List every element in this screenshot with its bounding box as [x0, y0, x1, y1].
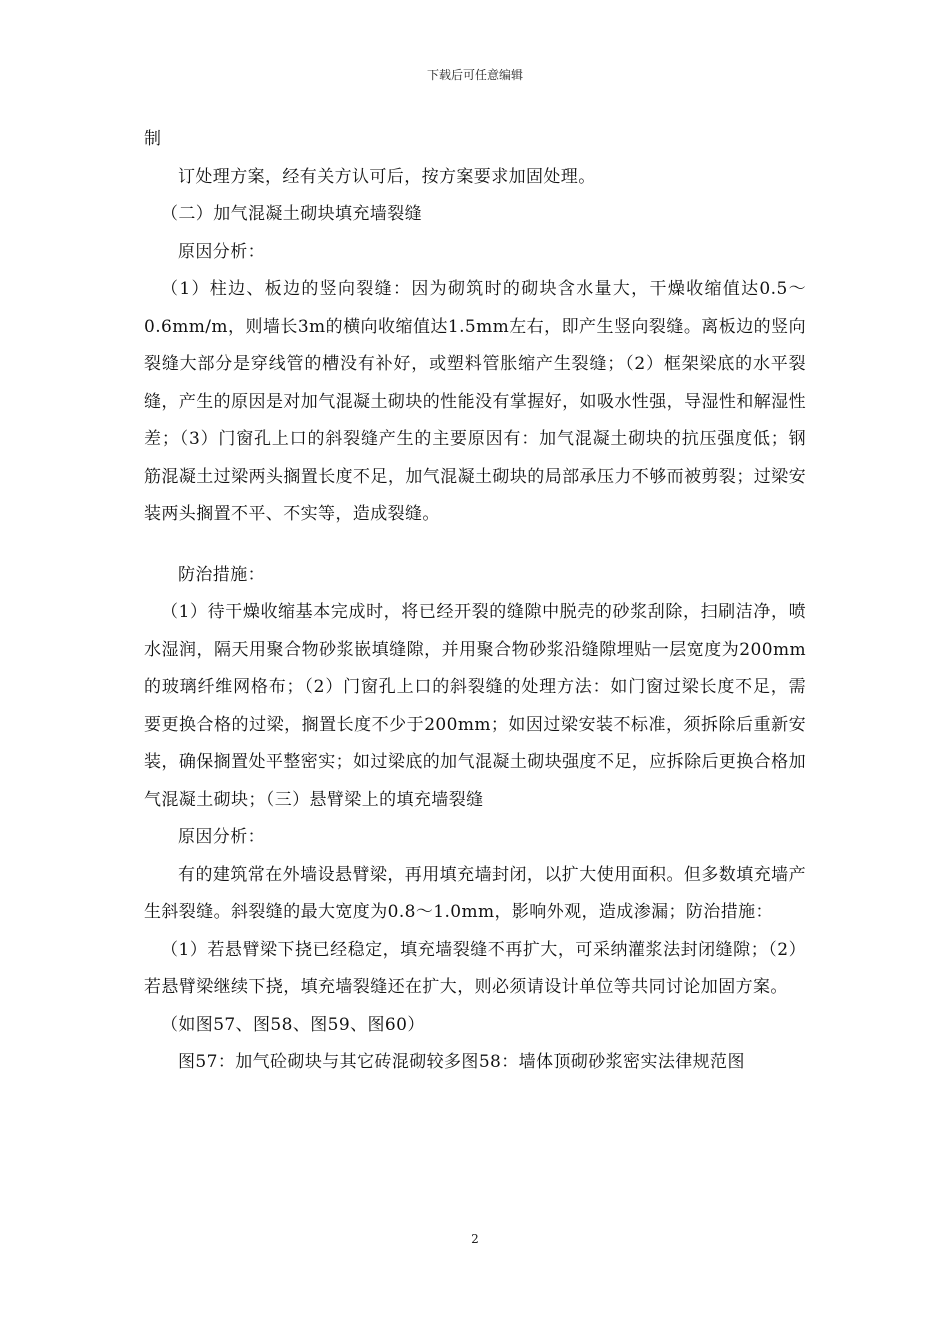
subheading-prevention-measures: 防治措施： — [178, 564, 265, 585]
subheading-cause-analysis: 原因分析： — [178, 241, 265, 262]
paragraph-cause-details: （1）柱边、板边的竖向裂缝：因为砌筑时的砌块含水量大，干燥收缩值达0.5～0.6mm/m，则墙长3m的横向收缩值达1.5mm左右，即产生竖向裂缝。离板边的竖向裂缝大部分是穿线管的槽没有补好，或塑料管胀缩产生裂缝；（2）框架梁底的水平裂缝，产生的原因是对加气混凝土砌块的性能没有掌握好，如吸水性强，导湿性和解湿性差；（3）门窗孔上口的斜裂缝产生的主要原因有：加气混凝土砌块的抗压强度低；钢筋混凝土过梁两头搁置长度不足，加气混凝土砌块的局部承压力不够而被剪裂；过梁安装两头搁置不平、不实等，造成裂缝。 — [144, 279, 806, 524]
paragraph-prevention-details: （1）待干燥收缩基本完成时，将已经开裂的缝隙中脱壳的砂浆刮除，扫刷洁净，喷水湿润，隔天用聚合物砂浆嵌填缝隙，并用聚合物砂浆沿缝隙埋贴一层宽度为200mm的玻璃纤维网格布；（2）门窗孔上口的斜裂缝的处理方法：如门窗过梁长度不足，需要更换合格的过梁，搁置长度不少于200mm；如因过梁安装不标准，须拆除后重新安装，确保搁置处平整密实；如过梁底的加气混凝土砌块强度不足，应拆除后更换合格加气混凝土砌块；（三）悬臂梁上的填充墙裂缝 — [144, 602, 806, 810]
page-number: 2 — [471, 1232, 479, 1246]
page-header: 下载后可任意编辑 — [426, 68, 523, 82]
paragraph-figure-captions: 图57：加气砼砌块与其它砖混砌较多图58：墙体顶砌砂浆密实法律规范图 — [178, 1052, 745, 1072]
paragraph-figure-reference: （如图57、图58、图59、图60） — [161, 1014, 425, 1035]
paragraph-gap — [144, 534, 806, 557]
paragraph-cantilever-cause: 有的建筑常在外墙设悬臂梁，再用填充墙封闭，以扩大使用面积。但多数填充墙产生斜裂缝。斜裂缝的最大宽度为0.8～1.0mm，影响外观，造成渗漏；防治措施： — [144, 864, 806, 922]
paragraph-continuation: 订处理方案，经有关方认可后，按方案要求加固处理。 — [178, 166, 596, 187]
paragraph-cantilever-measures: （1）若悬臂梁下挠已经稳定，填充墙裂缝不再扩大，可采纳灌浆法封闭缝隙；（2）若悬臂梁继续下挠，填充墙裂缝还在扩大，则必须请设计单位等共同讨论加固方案。 — [144, 939, 806, 997]
section-heading-aerated-block-wall-cracks: （二）加气混凝土砌块填充墙裂缝 — [161, 204, 422, 224]
document-body — [144, 121, 806, 1082]
paragraph-continuation-char: 制 — [144, 129, 162, 149]
subheading-cause-analysis-2: 原因分析： — [178, 827, 265, 847]
